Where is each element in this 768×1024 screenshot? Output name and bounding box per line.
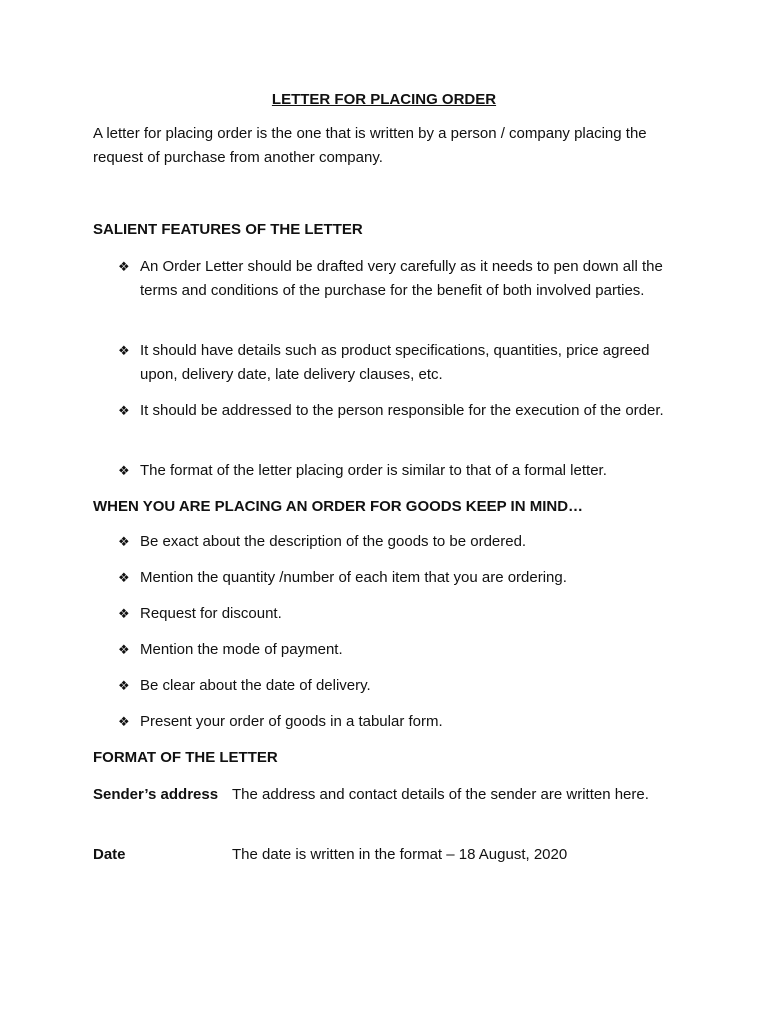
diamond-bullet-icon: ❖	[118, 570, 130, 585]
tip-item	[118, 566, 678, 590]
format-row-label: Date	[93, 846, 126, 863]
document-title: LETTER FOR PLACING ORDER	[271, 91, 497, 108]
diamond-bullet-icon: ❖	[118, 678, 130, 693]
tip-item-text: Request for discount.	[140, 605, 282, 622]
tip-item-text: Present your order of goods in a tabular form.	[140, 713, 443, 730]
tip-item-text: Be clear about the date of delivery.	[140, 677, 371, 694]
format-row-date	[93, 843, 693, 867]
format-row-label: Sender’s address	[93, 786, 219, 803]
salient-features-heading: SALIENT FEATURES OF THE LETTER	[93, 221, 363, 238]
feature-item	[118, 255, 678, 303]
diamond-bullet-icon: ❖	[118, 343, 130, 358]
tip-item	[118, 710, 678, 734]
format-row-value: The date is written in the format – 18 August, 2020	[232, 846, 568, 863]
tip-item	[118, 638, 678, 662]
feature-item	[118, 399, 678, 423]
feature-item	[118, 459, 678, 483]
diamond-bullet-icon: ❖	[118, 714, 130, 729]
tip-item	[118, 674, 678, 698]
format-row-value: The address and contact details of the sender are written here.	[232, 786, 649, 803]
diamond-bullet-icon: ❖	[118, 259, 130, 274]
intro-paragraph: A letter for placing order is the one that is written by a person / company placing the request of purchase from another company.	[93, 125, 647, 166]
feature-item-text: It should have details such as product specifications, quantities, price agreed upon, delivery date, late delivery clauses, etc.	[140, 342, 650, 383]
tip-item-text: Mention the quantity /number of each item that you are ordering.	[140, 569, 567, 586]
tip-item-text: Be exact about the description of the goods to be ordered.	[140, 533, 527, 550]
feature-item-text: An Order Letter should be drafted very carefully as it needs to pen down all the terms and conditions of the purchase for the benefit of both involved parties.	[140, 258, 663, 299]
feature-item-text: The format of the letter placing order is similar to that of a formal letter.	[140, 462, 607, 479]
placing-order-heading: WHEN YOU ARE PLACING AN ORDER FOR GOODS KEEP IN MIND…	[93, 498, 584, 515]
feature-item	[118, 339, 678, 387]
diamond-bullet-icon: ❖	[118, 606, 130, 621]
format-row-senders-address	[93, 783, 693, 807]
diamond-bullet-icon: ❖	[118, 463, 130, 478]
feature-item-text: It should be addressed to the person responsible for the execution of the order.	[140, 402, 664, 419]
diamond-bullet-icon: ❖	[118, 642, 130, 657]
tip-item-text: Mention the mode of payment.	[140, 641, 343, 658]
diamond-bullet-icon: ❖	[118, 534, 130, 549]
tip-item	[118, 602, 678, 626]
diamond-bullet-icon: ❖	[118, 403, 130, 418]
format-heading: FORMAT OF THE LETTER	[93, 749, 278, 766]
tip-item	[118, 530, 678, 554]
